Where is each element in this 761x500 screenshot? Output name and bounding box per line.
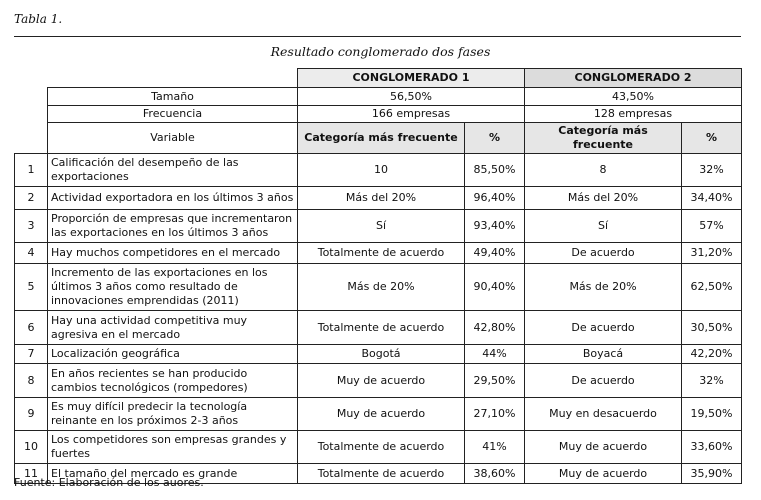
cluster1-category: Totalmente de acuerdo [298,431,465,464]
size-cluster2: 43,50% [525,88,742,106]
cluster2-category: De acuerdo [525,243,682,264]
cat1-header: Categoría más frecuente [298,123,465,154]
table-row [15,210,742,243]
cluster1-category: Muy de acuerdo [298,398,465,431]
table-row [15,264,742,311]
empty-corner [48,69,298,88]
cluster2-percent: 32% [682,364,742,398]
row-number: 10 [15,431,48,464]
cluster2-category: Boyacá [525,345,682,364]
cluster1-category: Totalmente de acuerdo [298,243,465,264]
variable-cell: El tamaño del mercado es grande [48,464,298,484]
source-note: Fuente: Elaboración de los auores. [14,476,204,489]
freq-label: Frecuencia [48,106,298,123]
row-number: 7 [15,345,48,364]
cluster1-category: Más de 20% [298,264,465,311]
cluster1-category: Totalmente de acuerdo [298,311,465,345]
pct1-header: % [465,123,525,154]
table-label: Tabla 1. [14,12,63,26]
variable-cell: Localización geográfica [48,345,298,364]
cat2-header: Categoría más frecuente [525,123,682,154]
row-number: 5 [15,264,48,311]
cluster1-category: Más del 20% [298,187,465,210]
cluster2-percent: 42,20% [682,345,742,364]
table-row [15,364,742,398]
row-number: 8 [15,364,48,398]
size-label: Tamaño [48,88,298,106]
cluster2-category: 8 [525,154,682,187]
cluster2-percent: 19,50% [682,398,742,431]
table-row [15,154,742,187]
cluster2-percent: 31,20% [682,243,742,264]
row-number: 2 [15,187,48,210]
cluster1-category: Sí [298,210,465,243]
cluster2-category: De acuerdo [525,311,682,345]
cluster1-percent: 90,40% [465,264,525,311]
cluster1-percent: 41% [465,431,525,464]
table-row [15,243,742,264]
table-row [15,431,742,464]
cluster1-category: Totalmente de acuerdo [298,464,465,484]
empty-cell [15,88,48,106]
row-number: 11 [15,464,48,484]
empty-cell [15,123,48,154]
empty-cell [15,106,48,123]
cluster2-percent: 35,90% [682,464,742,484]
variable-cell: Incremento de las exportaciones en los últimos 3 años como resultado de innovaciones emprendidas (2011) [48,264,298,311]
table-row [15,187,742,210]
cluster1-percent: 93,40% [465,210,525,243]
variable-cell: Hay muchos competidores en el mercado [48,243,298,264]
cluster1-category: Muy de acuerdo [298,364,465,398]
row-number: 6 [15,311,48,345]
table-title: Resultado conglomerado dos fases [270,44,491,59]
cluster1-percent: 42,80% [465,311,525,345]
table-row [15,311,742,345]
cluster1-category: Bogotá [298,345,465,364]
table-row [15,345,742,364]
cluster1-percent: 85,50% [465,154,525,187]
cluster2-percent: 30,50% [682,311,742,345]
row-number: 3 [15,210,48,243]
cluster2-percent: 62,50% [682,264,742,311]
variable-cell: Actividad exportadora en los últimos 3 años [48,187,298,210]
variable-cell: Calificación del desempeño de las exportaciones [48,154,298,187]
empty-corner [15,69,48,88]
variable-cell: Proporción de empresas que incrementaron las exportaciones en los últimos 3 años [48,210,298,243]
cluster1-percent: 29,50% [465,364,525,398]
cluster1-percent: 96,40% [465,187,525,210]
freq-cluster1: 166 empresas [298,106,525,123]
cluster1-category: 10 [298,154,465,187]
cluster2-category: Más del 20% [525,187,682,210]
results-table [14,68,742,484]
cluster2-category: Más de 20% [525,264,682,311]
cluster2-category: Muy en desacuerdo [525,398,682,431]
cluster2-percent: 34,40% [682,187,742,210]
variable-header: Variable [48,123,298,154]
variable-cell: Los competidores son empresas grandes y fuertes [48,431,298,464]
size-cluster1: 56,50% [298,88,525,106]
cluster1-percent: 49,40% [465,243,525,264]
row-number: 9 [15,398,48,431]
top-rule [14,36,741,37]
row-number: 1 [15,154,48,187]
cluster2-percent: 33,60% [682,431,742,464]
cluster2-category: De acuerdo [525,364,682,398]
cluster1-percent: 38,60% [465,464,525,484]
table-row [15,398,742,431]
cluster1-header: CONGLOMERADO 1 [298,69,525,88]
cluster2-category: Muy de acuerdo [525,464,682,484]
cluster1-percent: 44% [465,345,525,364]
cluster2-category: Muy de acuerdo [525,431,682,464]
variable-cell: Es muy difícil predecir la tecnología reinante en los próximos 2-3 años [48,398,298,431]
row-number: 4 [15,243,48,264]
cluster2-percent: 32% [682,154,742,187]
variable-cell: Hay una actividad competitiva muy agresiva en el mercado [48,311,298,345]
pct2-header: % [682,123,742,154]
variable-cell: En años recientes se han producido cambios tecnológicos (rompedores) [48,364,298,398]
cluster2-category: Sí [525,210,682,243]
freq-cluster2: 128 empresas [525,106,742,123]
cluster2-percent: 57% [682,210,742,243]
cluster1-percent: 27,10% [465,398,525,431]
cluster2-header: CONGLOMERADO 2 [525,69,742,88]
